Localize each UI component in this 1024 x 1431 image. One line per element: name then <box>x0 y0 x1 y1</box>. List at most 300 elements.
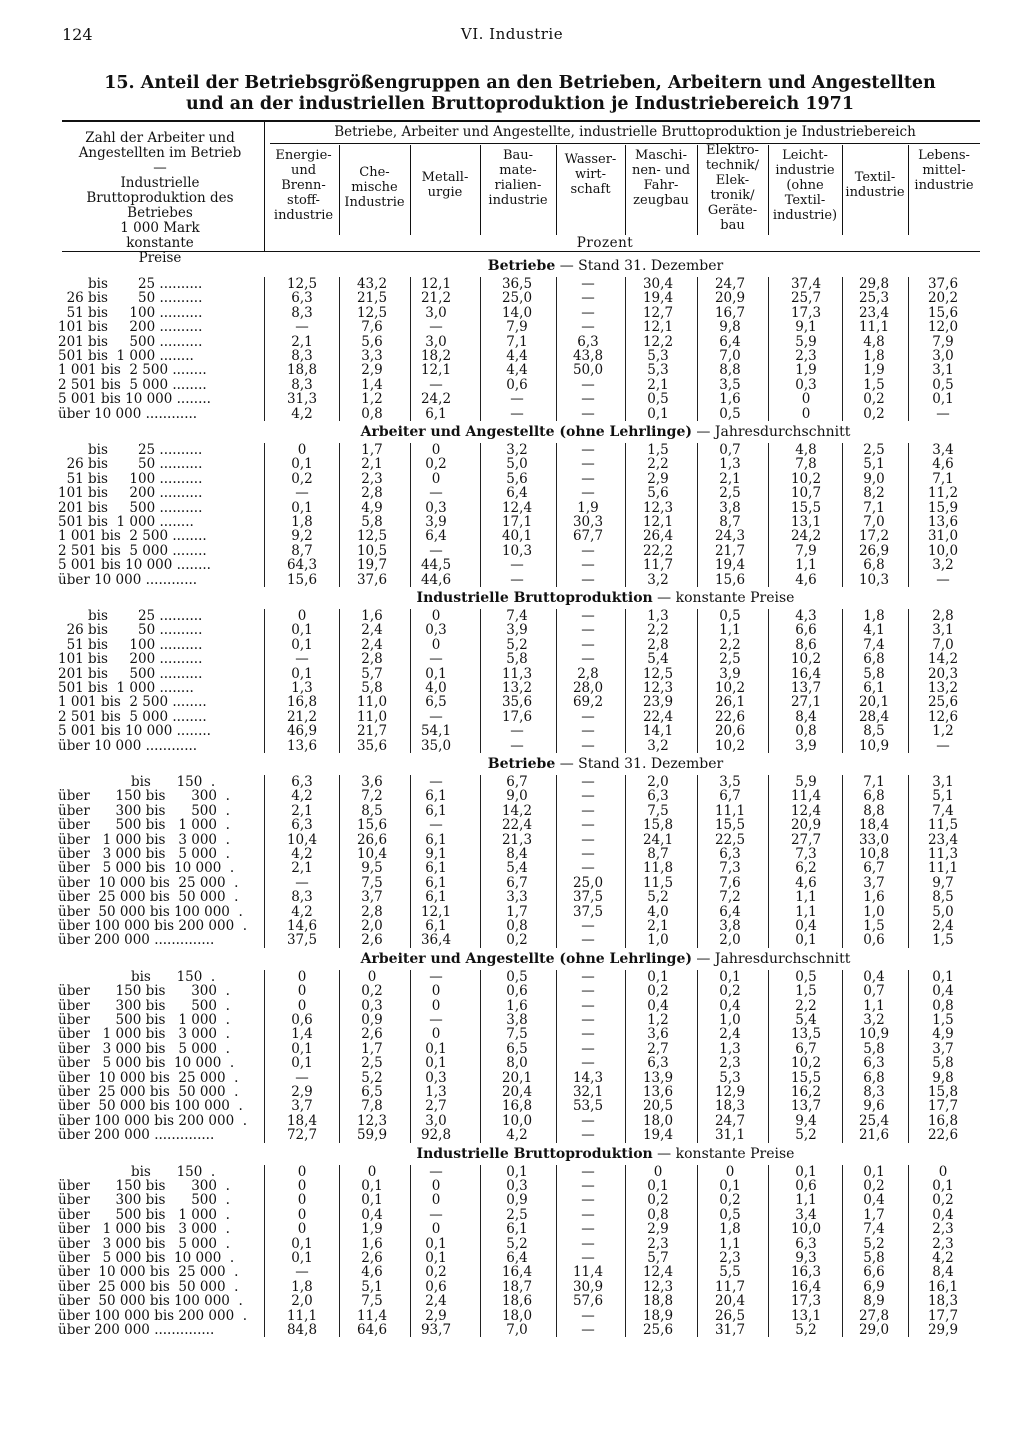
column-separator <box>625 443 626 587</box>
table-cell: 0,4 <box>647 997 669 1014</box>
table-cell: 0,2 <box>425 1264 447 1281</box>
table-cell: 4,2 <box>291 846 313 862</box>
table-cell: 2,1 <box>719 470 741 487</box>
row-label: über 1 000 bis 3 000 . <box>58 1027 230 1042</box>
table-cell: 18,7 <box>501 1278 533 1295</box>
table-cell: 6,7 <box>719 788 741 805</box>
table-cell: 6,4 <box>425 528 447 545</box>
table-cell: 11,1 <box>714 802 746 819</box>
table-cell: 30,4 <box>642 276 674 292</box>
table-cell: 26,4 <box>642 528 674 545</box>
table-cell: 0 <box>297 968 307 985</box>
column-header-divider <box>842 145 843 235</box>
table-cell: 1,3 <box>291 680 313 696</box>
table-cell: 28,0 <box>572 680 604 696</box>
table-cell: 0 <box>431 1026 441 1043</box>
table-cell: 7,9 <box>932 333 954 350</box>
table-cell: 9,4 <box>795 1112 817 1129</box>
column-header: Leicht- industrie (ohne Textil- industrie) <box>772 148 838 223</box>
column-separator <box>908 775 909 948</box>
table-cell: 9,1 <box>795 319 817 336</box>
table-cell: 9,7 <box>932 874 954 891</box>
table-cell: 6,5 <box>361 1084 383 1100</box>
row-label: über 1 000 bis 3 000 . <box>58 1222 230 1237</box>
table-row <box>58 1251 983 1265</box>
table-cell: — <box>581 983 595 1000</box>
table-cell: 9,6 <box>863 1098 885 1115</box>
row-label: über 25 000 bis 50 000 . <box>58 890 239 905</box>
table-cell: 8,8 <box>863 802 885 819</box>
column-separator <box>264 970 265 1143</box>
column-separator <box>339 970 340 1143</box>
column-separator <box>339 609 340 753</box>
table-cell: 1,1 <box>719 622 741 639</box>
table-cell: 6,7 <box>863 860 885 877</box>
table-cell: 0,4 <box>932 983 954 1000</box>
section-heading-subtitle: — konstante Preise <box>652 1145 795 1162</box>
row-label: über 150 bis 300 . <box>58 984 230 999</box>
table-cell: 0,3 <box>361 997 383 1014</box>
column-header: Che- mische Industrie <box>344 165 405 210</box>
table-cell: — <box>581 817 595 834</box>
table-cell: — <box>581 831 595 848</box>
table-cell: 0,2 <box>647 983 669 1000</box>
table-cell: — <box>295 1069 309 1086</box>
table-cell: 10,4 <box>356 846 388 862</box>
table-cell: 14,1 <box>642 723 674 740</box>
column-separator <box>842 443 843 587</box>
table-cell: 1,9 <box>577 499 599 516</box>
table-cell: 8,4 <box>506 846 528 862</box>
table-cell: 21,6 <box>858 1127 890 1144</box>
table-cell: 4,8 <box>863 333 885 350</box>
table-cell: 18,0 <box>501 1307 533 1324</box>
row-label: über 50 000 bis 100 000 . <box>58 904 243 919</box>
table-cell: 2,0 <box>647 774 669 790</box>
table-cell: 3,1 <box>932 774 954 790</box>
table-row <box>58 999 983 1013</box>
column-separator <box>697 443 698 587</box>
table-cell: 17,3 <box>790 1293 822 1310</box>
table-cell: 6,3 <box>647 1055 669 1072</box>
table-cell: — <box>581 319 595 336</box>
table-row <box>58 905 983 919</box>
table-row <box>58 378 983 392</box>
table-cell: 0 <box>653 1163 663 1180</box>
table-cell: 6,3 <box>863 1055 885 1072</box>
row-label: 51 bis 100 .......... <box>58 471 203 487</box>
row-label: 2 501 bis 5 000 ........ <box>58 543 207 559</box>
table-cell: 3,9 <box>719 665 741 682</box>
table-cell: 15,8 <box>927 1084 959 1100</box>
table-row <box>58 1179 983 1193</box>
table-cell: — <box>936 571 950 588</box>
table-cell: 17,2 <box>858 528 890 545</box>
column-header-divider <box>480 145 481 235</box>
table-cell: — <box>581 636 595 653</box>
table-cell: — <box>581 802 595 819</box>
table-cell: — <box>936 737 950 754</box>
table-cell: 26,5 <box>714 1307 746 1324</box>
table-cell: 13,1 <box>790 1307 822 1324</box>
table-row <box>58 1099 983 1113</box>
table-cell: 8,5 <box>863 723 885 740</box>
table-cell: 0,1 <box>932 1178 954 1194</box>
table-cell: 22,4 <box>642 708 674 725</box>
table-cell: 13,6 <box>642 1084 674 1100</box>
stub-header-workers: Zahl der Arbeiter und Angestellten im Betrieb <box>78 130 242 161</box>
column-separator <box>842 775 843 948</box>
column-header-divider <box>768 145 769 235</box>
table-cell: 11,8 <box>642 860 674 877</box>
row-label: 26 bis 50 .......... <box>58 623 203 638</box>
row-label: über 10 000 bis 25 000 . <box>58 1265 239 1280</box>
table-cell: 5,0 <box>506 456 528 473</box>
table-cell: 10,4 <box>286 831 318 848</box>
table-cell: 10,9 <box>858 737 890 754</box>
table-cell: 2,1 <box>361 456 383 473</box>
table-cell: 17,1 <box>501 514 533 530</box>
row-label: über 200 000 .............. <box>58 1323 215 1338</box>
column-separator <box>697 277 698 421</box>
table-cell: 15,5 <box>714 817 746 834</box>
column-separator <box>264 443 265 587</box>
table-row <box>58 933 983 947</box>
column-separator <box>625 609 626 753</box>
column-separator <box>768 970 769 1143</box>
table-cell: 1,0 <box>647 932 669 949</box>
table-cell: 25,3 <box>858 290 890 307</box>
row-label: über 10 000 ............ <box>58 406 198 421</box>
column-header: Maschi- nen- und Fahr- zeugbau <box>631 148 691 208</box>
table-cell: — <box>581 456 595 473</box>
table-cell: 18,8 <box>642 1293 674 1310</box>
column-separator <box>410 609 411 753</box>
table-cell: 20,3 <box>927 665 959 682</box>
table-cell: 31,7 <box>714 1322 746 1338</box>
table-cell: 5,3 <box>647 362 669 379</box>
table-cell: — <box>581 391 595 408</box>
table-cell: 1,0 <box>863 903 885 920</box>
table-cell: 13,9 <box>642 1069 674 1086</box>
table-cell: 44,5 <box>420 557 452 574</box>
table-cell: — <box>581 932 595 949</box>
table-cell: 0,2 <box>291 470 313 487</box>
column-separator <box>625 775 626 948</box>
chapter-heading: VI. Industrie <box>460 25 564 43</box>
table-row <box>58 1265 983 1279</box>
table-cell: 25,4 <box>858 1112 890 1129</box>
table-cell: 7,9 <box>506 319 528 336</box>
table-cell: — <box>581 1012 595 1028</box>
table-cell: 7,0 <box>932 636 954 653</box>
table-cell: 10,2 <box>790 470 822 487</box>
column-separator <box>556 609 557 753</box>
table-cell: 2,0 <box>291 1293 313 1310</box>
table-cell: 1,3 <box>719 1040 741 1057</box>
table-cell: 0,1 <box>425 1040 447 1057</box>
table-cell: 2,0 <box>719 932 741 949</box>
row-label: 5 001 bis 10 000 ........ <box>58 558 211 573</box>
table-cell: 2,9 <box>647 1221 669 1238</box>
table-cell: 2,9 <box>291 1084 313 1100</box>
table-cell: 5,2 <box>795 1127 817 1144</box>
table-cell: 6,8 <box>863 557 885 574</box>
table-cell: 21,7 <box>356 723 388 740</box>
table-cell: 27,1 <box>790 694 822 711</box>
table-cell: — <box>295 319 309 336</box>
table-cell: 25,0 <box>501 290 533 307</box>
table-cell: 4,6 <box>795 571 817 588</box>
table-cell: — <box>581 571 595 588</box>
table-row <box>58 1208 983 1222</box>
table-cell: 57,6 <box>572 1293 604 1310</box>
column-header: Wasser- wirt- schaft <box>564 152 617 197</box>
table-cell: 5,8 <box>361 680 383 696</box>
table-cell: 12,3 <box>642 680 674 696</box>
row-label: 101 bis 200 .......... <box>58 320 203 335</box>
table-cell: — <box>429 651 443 668</box>
table-cell: 24,2 <box>420 391 452 408</box>
table-title-line-2: und an der industriellen Bruttoproduktion je Industriebereich 1971 <box>185 94 855 114</box>
table-cell: 3,6 <box>361 774 383 790</box>
table-cell: 5,7 <box>361 665 383 682</box>
table-cell: 0,1 <box>291 1235 313 1252</box>
table-cell: — <box>510 737 524 754</box>
table-cell: 5,2 <box>361 1069 383 1086</box>
table-cell: 2,1 <box>291 333 313 350</box>
table-cell: 1,9 <box>863 362 885 379</box>
table-cell: 3,1 <box>932 362 954 379</box>
table-cell: 3,9 <box>506 622 528 639</box>
table-cell: 0,1 <box>291 456 313 473</box>
table-cell: 3,9 <box>795 737 817 754</box>
table-cell: 2,9 <box>647 470 669 487</box>
table-cell: 18,2 <box>420 348 452 364</box>
column-header-divider <box>697 145 698 235</box>
table-row <box>58 529 983 543</box>
table-cell: 6,1 <box>506 1221 528 1238</box>
table-cell: 7,6 <box>361 319 383 336</box>
table-cell: — <box>510 391 524 408</box>
table-row <box>58 970 983 984</box>
table-cell: 3,8 <box>719 918 741 934</box>
table-cell: 0 <box>297 1178 307 1194</box>
row-label: über 1 000 bis 3 000 . <box>58 832 230 847</box>
table-cell: 64,6 <box>356 1322 388 1338</box>
table-cell: 0 <box>297 1221 307 1238</box>
table-cell: 4,2 <box>506 1127 528 1144</box>
table-cell: 1,8 <box>291 1278 313 1295</box>
table-cell: 0,1 <box>506 1163 528 1180</box>
table-cell: 17,7 <box>927 1098 959 1115</box>
table-row <box>58 833 983 847</box>
table-cell: — <box>429 1163 443 1180</box>
row-label: 26 bis 50 .......... <box>58 291 203 306</box>
row-label: über 150 bis 300 . <box>58 1179 230 1194</box>
table-cell: 15,6 <box>356 817 388 834</box>
table-cell: 4,3 <box>795 608 817 624</box>
table-cell: 1,5 <box>863 376 885 393</box>
table-cell: 69,2 <box>572 694 604 711</box>
table-cell: 4,6 <box>795 874 817 891</box>
table-row <box>58 544 983 558</box>
row-label: über 3 000 bis 5 000 . <box>58 1041 230 1057</box>
section-heading-subtitle: — Stand 31. Dezember <box>555 756 724 772</box>
table-cell: 18,3 <box>927 1293 959 1310</box>
page-number: 124 <box>62 25 93 44</box>
table-row <box>58 1294 983 1308</box>
table-cell: 0,2 <box>863 405 885 422</box>
table-cell: 0,5 <box>795 968 817 985</box>
row-label: 2 501 bis 5 000 ........ <box>58 377 207 393</box>
table-row <box>58 890 983 904</box>
table-row <box>58 847 983 861</box>
table-cell: 6,8 <box>863 651 885 668</box>
table-cell: 0,1 <box>932 968 954 985</box>
column-separator <box>768 277 769 421</box>
column-separator <box>908 277 909 421</box>
table-cell: — <box>581 1221 595 1238</box>
table-cell: 20,9 <box>790 817 822 834</box>
row-label: 51 bis 100 .......... <box>58 637 203 653</box>
table-cell: 4,1 <box>863 622 885 639</box>
column-separator <box>908 443 909 587</box>
table-cell: 1,1 <box>795 1192 817 1209</box>
table-row <box>58 349 983 363</box>
table-cell: 5,3 <box>719 1069 741 1086</box>
table-cell: 0,1 <box>291 499 313 516</box>
table-cell: 20,2 <box>927 290 959 307</box>
table-row <box>58 1013 983 1027</box>
table-cell: 2,3 <box>932 1221 954 1238</box>
table-row <box>58 652 983 666</box>
table-cell: 0,1 <box>361 1192 383 1209</box>
table-cell: 0 <box>431 442 441 458</box>
table-cell: 17,7 <box>927 1307 959 1324</box>
table-cell: — <box>581 557 595 574</box>
table-cell: 5,8 <box>863 1250 885 1266</box>
row-label: über 200 000 .............. <box>58 1128 215 1143</box>
table-cell: 19,4 <box>642 290 674 307</box>
table-cell: 5,6 <box>647 485 669 502</box>
table-cell: 2,7 <box>647 1040 669 1057</box>
column-separator <box>697 775 698 948</box>
column-separator <box>908 609 909 753</box>
table-cell: 13,2 <box>927 680 959 696</box>
table-cell: 3,5 <box>719 376 741 393</box>
table-cell: — <box>429 485 443 502</box>
table-cell: 2,1 <box>647 376 669 393</box>
row-label: bis 150 . <box>58 1164 216 1179</box>
row-label: über 10 000 ............ <box>58 738 198 753</box>
table-cell: 84,8 <box>286 1322 318 1338</box>
table-cell: 0,5 <box>719 608 741 624</box>
table-cell: 0 <box>801 405 811 422</box>
table-cell: 0,1 <box>647 968 669 985</box>
section-heading-subtitle: — Stand 31. Dezember <box>555 258 724 274</box>
table-cell: 22,5 <box>714 831 746 848</box>
table-cell: 0,4 <box>361 1206 383 1223</box>
column-separator <box>908 970 909 1143</box>
column-separator <box>625 1165 626 1338</box>
table-cell: 6,1 <box>425 918 447 934</box>
column-separator <box>480 970 481 1143</box>
row-label: bis 150 . <box>58 775 216 790</box>
table-cell: 1,3 <box>425 1084 447 1100</box>
column-separator <box>768 1165 769 1338</box>
table-cell: 35,6 <box>356 737 388 754</box>
table-cell: 24,1 <box>642 831 674 848</box>
table-cell: 3,2 <box>647 737 669 754</box>
section-heading <box>268 424 943 440</box>
table-cell: 10,0 <box>927 542 959 559</box>
table-cell: 13,2 <box>501 680 533 696</box>
table-cell: 1,5 <box>932 932 954 949</box>
table-row <box>58 573 983 587</box>
table-cell: 3,7 <box>932 1040 954 1057</box>
table-cell: 1,9 <box>361 1221 383 1238</box>
table-cell: 6,1 <box>425 889 447 906</box>
table-cell: 0,1 <box>291 636 313 653</box>
row-label: über 300 bis 500 . <box>58 998 230 1013</box>
table-cell: 44,6 <box>420 571 452 588</box>
table-row <box>58 501 983 515</box>
table-cell: 0 <box>367 1163 377 1180</box>
table-cell: 2,6 <box>361 1026 383 1043</box>
table-cell: 2,9 <box>425 1307 447 1324</box>
table-cell: 7,3 <box>719 860 741 877</box>
table-cell: 6,3 <box>291 290 313 307</box>
table-cell: 11,0 <box>356 694 388 711</box>
table-cell: 8,3 <box>863 1084 885 1100</box>
table-cell: 92,8 <box>420 1127 452 1144</box>
table-cell: 0,3 <box>506 1178 528 1194</box>
table-cell: 21,3 <box>501 831 533 848</box>
table-cell: 14,2 <box>501 802 533 819</box>
table-cell: 8,0 <box>506 1055 528 1072</box>
table-cell: 18,4 <box>858 817 890 834</box>
table-cell: 7,8 <box>361 1098 383 1115</box>
table-cell: 0,1 <box>647 1178 669 1194</box>
table-cell: — <box>581 442 595 458</box>
table-cell: — <box>581 723 595 740</box>
column-separator <box>480 775 481 948</box>
table-row <box>58 695 983 709</box>
table-cell: 8,5 <box>361 802 383 819</box>
table-cell: — <box>581 788 595 805</box>
table-cell: 1,5 <box>932 1012 954 1028</box>
table-cell: 29,0 <box>858 1322 890 1338</box>
table-cell: 0,8 <box>647 1206 669 1223</box>
table-cell: 4,9 <box>361 499 383 516</box>
table-row <box>58 457 983 471</box>
table-cell: 15,9 <box>927 499 959 516</box>
table-cell: 15,5 <box>790 499 822 516</box>
table-cell: 7,1 <box>506 333 528 350</box>
table-row <box>58 1237 983 1251</box>
column-separator <box>339 443 340 587</box>
table-cell: 0,9 <box>361 1012 383 1028</box>
row-label: bis 25 .......... <box>58 609 203 624</box>
table-cell: 24,7 <box>714 1112 746 1129</box>
table-cell: — <box>295 1264 309 1281</box>
column-separator <box>697 1165 698 1338</box>
table-cell: 16,4 <box>790 665 822 682</box>
table-cell: 6,5 <box>425 694 447 711</box>
table-cell: 0,7 <box>863 983 885 1000</box>
table-cell: — <box>429 376 443 393</box>
